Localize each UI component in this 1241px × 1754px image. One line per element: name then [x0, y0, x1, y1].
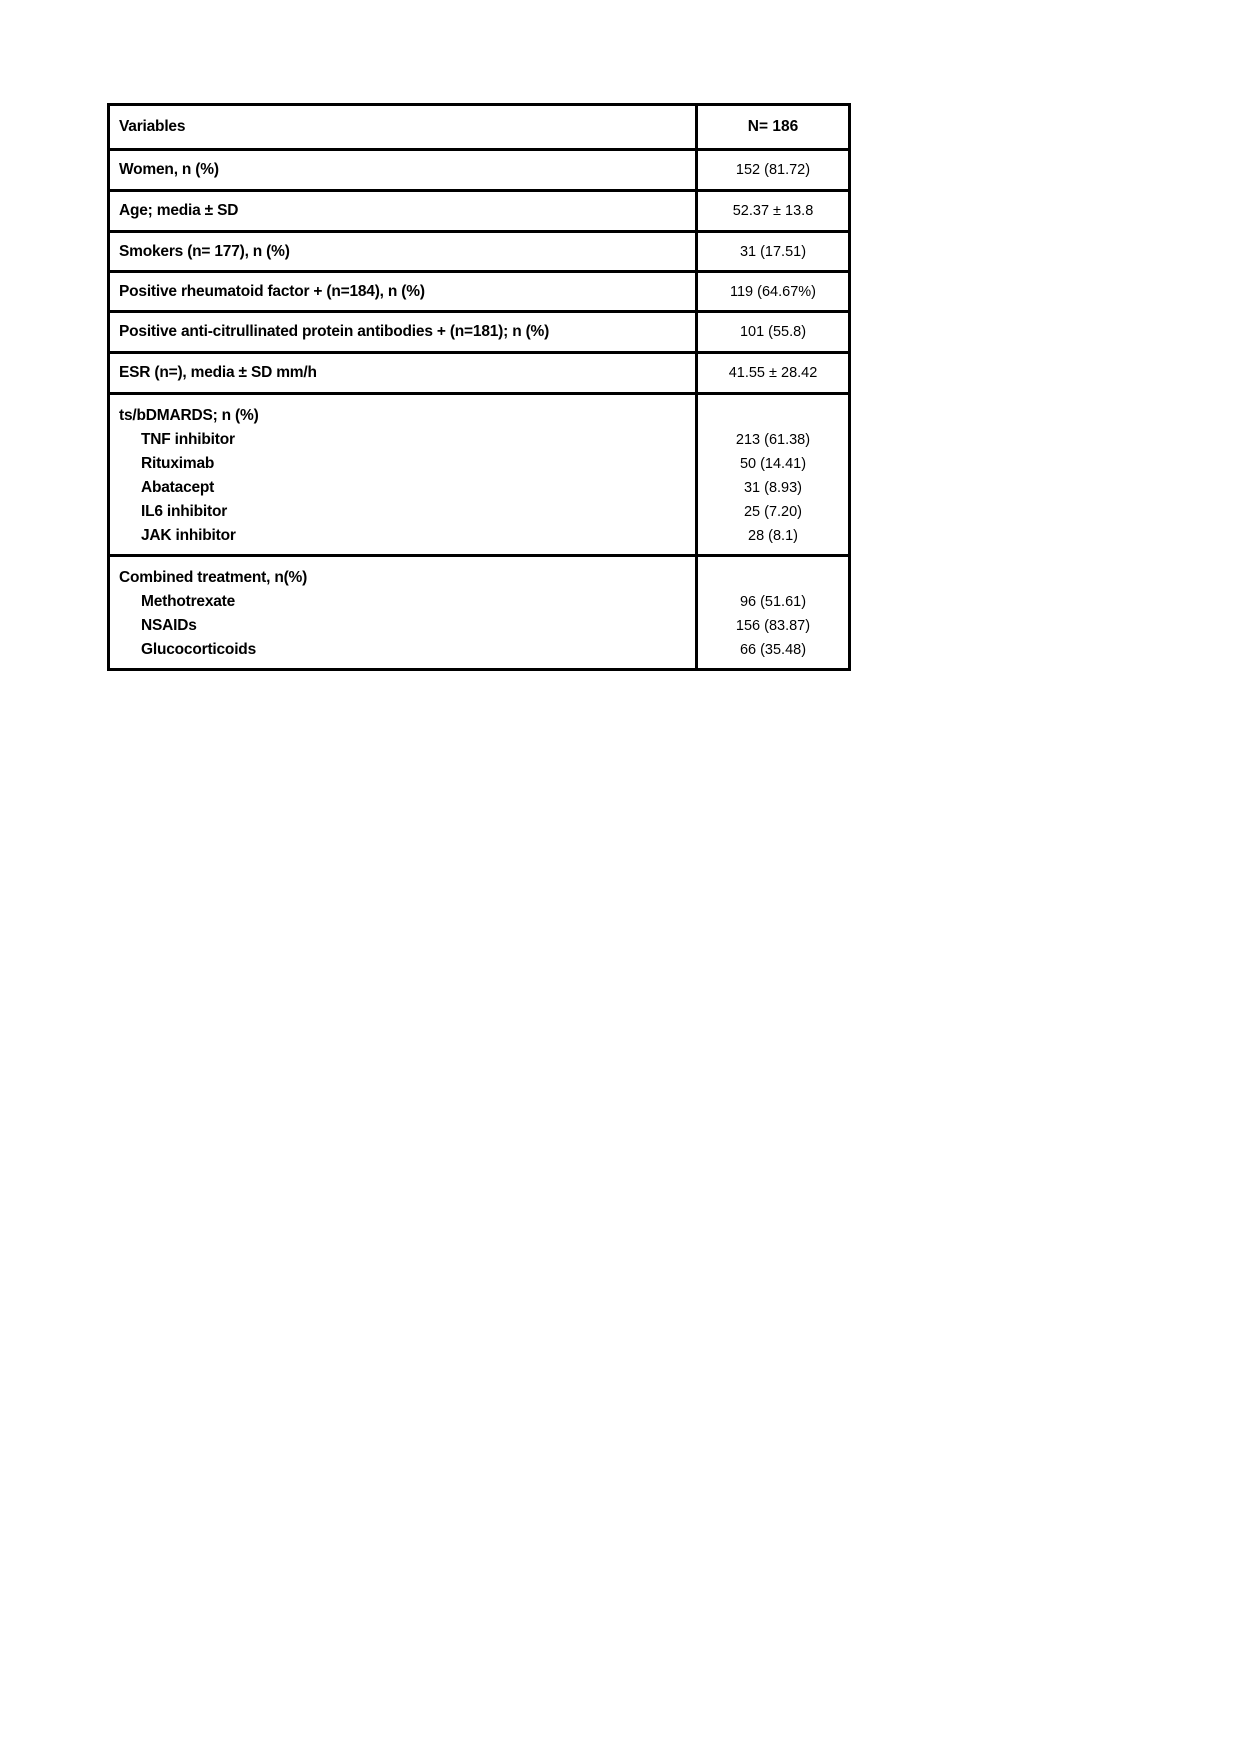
row-label: Positive anti-citrullinated protein antibodies + (n=181); n (%)	[109, 312, 697, 353]
row-value: 119 (64.67%)	[697, 272, 850, 312]
row-value: 52.37 ± 13.8	[697, 191, 850, 232]
group-item-label: Glucocorticoids	[141, 641, 256, 658]
group-item-value: 50 (14.41)	[739, 456, 807, 472]
group-value-spacer	[702, 404, 844, 428]
group-label-cell	[109, 394, 697, 556]
table-row	[109, 272, 850, 312]
group-item-value: 213 (61.38)	[735, 432, 811, 448]
row-label: Smokers (n= 177), n (%)	[109, 232, 697, 272]
group-item-value: 28 (8.1)	[748, 528, 798, 544]
group-value-cell	[697, 394, 850, 556]
group-item-value: 96 (51.61)	[739, 594, 807, 610]
row-value: 152 (81.72)	[697, 150, 850, 191]
group-item-label: Rituximab	[141, 455, 215, 472]
group-label-cell	[109, 556, 697, 670]
table-row	[109, 150, 850, 191]
group-value-cell	[697, 556, 850, 670]
group-item-value: 31 (8.93)	[743, 480, 803, 496]
table-header-row	[109, 105, 850, 150]
group-item-value: 66 (35.48)	[739, 642, 807, 658]
row-label: ESR (n=), media ± SD mm/h	[109, 353, 697, 394]
group-item-label: JAK inhibitor	[141, 527, 236, 544]
row-label: Women, n (%)	[109, 150, 697, 191]
row-label: Age; media ± SD	[109, 191, 697, 232]
group-item-label: Methotrexate	[141, 593, 236, 610]
row-value: 41.55 ± 28.42	[697, 353, 850, 394]
group-title: Combined treatment, n(%)	[119, 569, 308, 586]
group-item-value: 25 (7.20)	[743, 504, 803, 520]
patient-characteristics-table	[107, 103, 851, 671]
row-label: Positive rheumatoid factor + (n=184), n (%)	[109, 272, 697, 312]
group-title: ts/bDMARDS; n (%)	[119, 407, 259, 424]
table-row	[109, 353, 850, 394]
table-row	[109, 312, 850, 353]
column-header-n: N= 186	[697, 105, 850, 150]
group-item-label: IL6 inhibitor	[141, 503, 228, 520]
table-row	[109, 191, 850, 232]
group-value-spacer	[702, 566, 844, 590]
group-item-label: TNF inhibitor	[141, 431, 235, 448]
row-value: 101 (55.8)	[697, 312, 850, 353]
table-group-row-combined-treatment	[109, 556, 850, 670]
group-item-label: NSAIDs	[141, 617, 197, 634]
group-item-label: Abatacept	[141, 479, 215, 496]
row-value: 31 (17.51)	[697, 232, 850, 272]
table-row	[109, 232, 850, 272]
group-item-value: 156 (83.87)	[735, 618, 811, 634]
table-group-row-dmards	[109, 394, 850, 556]
column-header-variables: Variables	[109, 105, 697, 150]
